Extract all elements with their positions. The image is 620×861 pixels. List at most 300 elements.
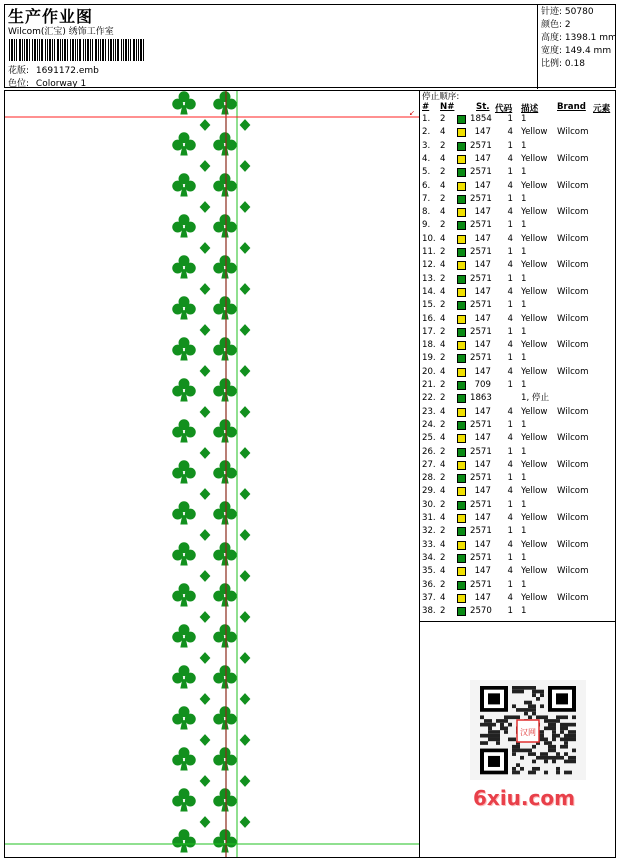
club-motif xyxy=(172,542,196,565)
club-motif xyxy=(172,91,196,114)
row-brand: Wilcom xyxy=(557,260,589,271)
barcode xyxy=(9,39,145,61)
club-motif xyxy=(213,132,237,155)
col-needle: N# xyxy=(440,102,455,112)
row-index: 11. xyxy=(422,247,436,257)
row-brand: Wilcom xyxy=(557,433,589,444)
club-motif xyxy=(172,747,196,770)
row-brand: Wilcom xyxy=(557,592,589,603)
row-index: 24. xyxy=(422,419,436,430)
row-index: 20. xyxy=(422,366,436,377)
row-needle: 4 xyxy=(440,286,446,297)
qr-panel xyxy=(420,621,616,858)
club-motif xyxy=(172,419,196,442)
row-count: 1 xyxy=(507,499,513,510)
diamond-motif xyxy=(200,652,211,664)
row-needle: 2 xyxy=(440,579,446,590)
row-index: 21. xyxy=(422,380,436,390)
design-file-value: 1691172.emb xyxy=(35,66,99,76)
row-code: 147 xyxy=(474,366,491,377)
row-needle: 4 xyxy=(440,340,446,351)
row-needle: 2 xyxy=(440,220,446,231)
row-code: 147 xyxy=(474,313,491,324)
row-code: 147 xyxy=(474,592,491,603)
stop-row xyxy=(420,219,616,232)
row-index: 19. xyxy=(422,353,436,364)
row-needle: 2 xyxy=(440,380,446,390)
row-description: 1 xyxy=(521,273,527,284)
row-needle: 4 xyxy=(440,207,446,218)
row-brand: Wilcom xyxy=(557,366,589,377)
row-count: 4 xyxy=(507,127,513,138)
stop-row xyxy=(420,485,616,498)
club-motif xyxy=(172,460,196,483)
club-motif xyxy=(213,624,237,647)
row-needle: 2 xyxy=(440,446,446,457)
row-description: 1 xyxy=(521,606,527,617)
row-code: 2571 xyxy=(470,247,492,257)
stop-row xyxy=(420,379,616,392)
row-count: 1 xyxy=(507,380,513,390)
row-index: 4. xyxy=(422,153,431,164)
thread-color-swatch xyxy=(457,235,466,244)
stop-row xyxy=(420,180,616,193)
row-description: Yellow xyxy=(521,459,548,470)
stop-row xyxy=(420,153,616,166)
row-needle: 2 xyxy=(440,247,446,257)
diamond-motif xyxy=(240,324,251,336)
row-count: 1 xyxy=(507,526,513,537)
stat-scale: 比例: 0.18 xyxy=(541,59,585,69)
diamond-motif xyxy=(200,406,211,418)
diamond-motif xyxy=(240,488,251,500)
row-index: 38. xyxy=(422,606,436,617)
diamond-motif xyxy=(240,857,251,858)
row-count: 1 xyxy=(507,273,513,284)
row-index: 3. xyxy=(422,140,431,151)
row-index: 37. xyxy=(422,592,436,603)
thread-color-swatch xyxy=(457,128,466,137)
thread-color-swatch xyxy=(457,487,466,496)
row-count: 4 xyxy=(507,340,513,351)
row-code: 147 xyxy=(474,340,491,351)
club-motif xyxy=(213,378,237,401)
club-motif xyxy=(213,337,237,360)
row-needle: 4 xyxy=(440,313,446,324)
row-count: 1 xyxy=(507,193,513,204)
row-description: Yellow xyxy=(521,153,548,164)
thread-color-swatch xyxy=(457,581,466,590)
row-brand: Wilcom xyxy=(557,459,589,470)
row-code: 147 xyxy=(474,539,491,550)
diamond-motif xyxy=(200,488,211,500)
row-code: 2571 xyxy=(470,419,492,430)
row-count: 1 xyxy=(507,353,513,364)
row-needle: 2 xyxy=(440,473,446,484)
row-code: 2571 xyxy=(470,193,492,204)
row-count: 1 xyxy=(507,220,513,231)
row-description: Yellow xyxy=(521,406,548,417)
row-needle: 4 xyxy=(440,459,446,470)
diamond-motif xyxy=(240,775,251,787)
row-count: 1 xyxy=(507,579,513,590)
row-code: 2571 xyxy=(470,526,492,537)
thread-color-swatch xyxy=(457,527,466,536)
seal-stamp xyxy=(517,720,539,742)
row-index: 35. xyxy=(422,566,436,577)
row-count: 4 xyxy=(507,260,513,271)
row-count: 4 xyxy=(507,406,513,417)
stop-row xyxy=(420,246,616,259)
thread-color-swatch xyxy=(457,288,466,297)
stat-width: 宽度: 149.4 mm xyxy=(541,46,612,56)
row-index: 13. xyxy=(422,273,436,284)
stop-row xyxy=(420,326,616,339)
row-index: 31. xyxy=(422,513,436,523)
thread-color-swatch xyxy=(457,394,466,403)
stop-row xyxy=(420,406,616,419)
row-code: 2571 xyxy=(470,273,492,284)
row-needle: 4 xyxy=(440,260,446,271)
row-code: 147 xyxy=(474,286,491,297)
row-index: 16. xyxy=(422,313,436,324)
diamond-motif xyxy=(200,201,211,213)
row-needle: 4 xyxy=(440,153,446,164)
row-index: 5. xyxy=(422,167,431,178)
row-description: 1 xyxy=(521,247,527,257)
diamond-motif xyxy=(240,447,251,459)
row-description: 1 xyxy=(521,579,527,590)
club-motif xyxy=(213,747,237,770)
club-motif xyxy=(213,542,237,565)
row-description: Yellow xyxy=(521,486,548,497)
row-brand: Wilcom xyxy=(557,406,589,417)
row-description: Yellow xyxy=(521,260,548,271)
club-motif xyxy=(213,419,237,442)
row-code: 2571 xyxy=(470,499,492,510)
club-motif xyxy=(172,501,196,524)
stop-row xyxy=(420,206,616,219)
diamond-motif xyxy=(200,283,211,295)
row-index: 1. xyxy=(422,114,431,124)
row-description: 1 xyxy=(521,419,527,430)
stop-row xyxy=(420,392,616,405)
club-motif xyxy=(213,501,237,524)
diamond-motif xyxy=(240,242,251,254)
row-brand: Wilcom xyxy=(557,513,589,523)
diamond-motif xyxy=(200,242,211,254)
row-description: Yellow xyxy=(521,566,548,577)
diamond-motif xyxy=(240,570,251,582)
thread-color-swatch xyxy=(457,341,466,350)
row-index: 30. xyxy=(422,499,436,510)
row-code: 2571 xyxy=(470,552,492,563)
row-brand: Wilcom xyxy=(557,180,589,191)
club-motif xyxy=(172,788,196,811)
row-index: 33. xyxy=(422,539,436,550)
diamond-motif xyxy=(240,816,251,828)
row-brand: Wilcom xyxy=(557,313,589,324)
diamond-motif xyxy=(200,160,211,172)
stop-row xyxy=(420,419,616,432)
stop-row xyxy=(420,140,616,153)
design-file-label: 花版: xyxy=(8,66,30,76)
club-motif xyxy=(172,829,196,852)
diamond-motif xyxy=(200,447,211,459)
row-brand: Wilcom xyxy=(557,566,589,577)
row-index: 17. xyxy=(422,326,436,337)
diamond-motif xyxy=(240,119,251,131)
stop-row xyxy=(420,113,616,126)
stop-row xyxy=(420,366,616,379)
diamond-motif xyxy=(200,775,211,787)
company-name: Wilcom(汇宝) 绣饰工作室 xyxy=(8,27,114,37)
row-description: Yellow xyxy=(521,233,548,244)
row-needle: 2 xyxy=(440,273,446,284)
thread-color-swatch xyxy=(457,554,466,563)
row-description: 1 xyxy=(521,473,527,484)
stop-row xyxy=(420,126,616,139)
thread-color-swatch xyxy=(457,221,466,230)
diamond-motif xyxy=(240,529,251,541)
row-needle: 4 xyxy=(440,180,446,191)
page-title: 生产作业图 xyxy=(8,7,94,26)
diamond-motif xyxy=(240,406,251,418)
row-index: 2. xyxy=(422,127,431,138)
diamond-motif xyxy=(200,693,211,705)
row-needle: 4 xyxy=(440,127,446,138)
row-count: 1 xyxy=(507,552,513,563)
row-count: 4 xyxy=(507,513,513,523)
stop-row xyxy=(420,193,616,206)
row-code: 147 xyxy=(474,486,491,497)
row-index: 14. xyxy=(422,286,436,297)
thread-color-swatch xyxy=(457,301,466,310)
row-code: 709 xyxy=(474,380,491,390)
row-count: 4 xyxy=(507,233,513,244)
row-description: 1 xyxy=(521,326,527,337)
row-needle: 2 xyxy=(440,300,446,311)
club-motif xyxy=(213,460,237,483)
row-count: 1 xyxy=(507,606,513,617)
stop-row xyxy=(420,299,616,312)
row-count: 4 xyxy=(507,366,513,377)
row-description: Yellow xyxy=(521,207,548,218)
row-needle: 4 xyxy=(440,592,446,603)
row-code: 1854 xyxy=(470,114,492,124)
thread-color-swatch xyxy=(457,474,466,483)
diamond-motif xyxy=(200,816,211,828)
thread-color-swatch xyxy=(457,354,466,363)
row-code: 147 xyxy=(474,127,491,138)
row-count: 1 xyxy=(507,114,513,124)
club-motif xyxy=(172,173,196,196)
row-brand: Wilcom xyxy=(557,207,589,218)
row-description: 1 xyxy=(521,114,527,124)
row-index: 18. xyxy=(422,340,436,351)
thread-color-swatch xyxy=(457,368,466,377)
stop-row xyxy=(420,472,616,485)
row-needle: 4 xyxy=(440,486,446,497)
row-count: 4 xyxy=(507,153,513,164)
thread-color-swatch xyxy=(457,315,466,324)
col-description: 描述 xyxy=(521,104,539,114)
row-code: 2570 xyxy=(470,606,492,617)
row-brand: Wilcom xyxy=(557,340,589,351)
thread-color-swatch xyxy=(457,594,466,603)
club-motif xyxy=(172,665,196,688)
row-index: 34. xyxy=(422,552,436,563)
row-code: 147 xyxy=(474,433,491,444)
club-motif xyxy=(172,706,196,729)
row-index: 26. xyxy=(422,446,436,457)
thread-color-swatch xyxy=(457,208,466,217)
row-description: Yellow xyxy=(521,180,548,191)
row-index: 15. xyxy=(422,300,436,311)
row-needle: 4 xyxy=(440,433,446,444)
row-description: 1 xyxy=(521,300,527,311)
row-needle: 2 xyxy=(440,140,446,151)
row-needle: 2 xyxy=(440,114,446,124)
row-needle: 2 xyxy=(440,499,446,510)
start-marker-arrow: ↙ xyxy=(409,109,415,117)
thread-color-swatch xyxy=(457,248,466,257)
header-panel xyxy=(4,4,616,88)
row-description: 1 xyxy=(521,499,527,510)
col-stitch: St. xyxy=(476,102,490,112)
row-count: 1 xyxy=(507,167,513,178)
stop-row xyxy=(420,459,616,472)
club-motif xyxy=(213,91,237,114)
club-diamond-pattern xyxy=(172,91,250,858)
diamond-motif xyxy=(200,365,211,377)
row-needle: 2 xyxy=(440,167,446,178)
club-motif xyxy=(213,296,237,319)
row-needle: 2 xyxy=(440,353,446,364)
row-code: 2571 xyxy=(470,579,492,590)
row-code: 2571 xyxy=(470,446,492,457)
stop-row xyxy=(420,286,616,299)
row-index: 6. xyxy=(422,180,431,191)
thread-color-swatch xyxy=(457,155,466,164)
stop-row xyxy=(420,166,616,179)
row-code: 147 xyxy=(474,153,491,164)
row-description: 1 xyxy=(521,193,527,204)
row-index: 10. xyxy=(422,233,436,244)
row-index: 23. xyxy=(422,406,436,417)
colorway-line xyxy=(8,76,86,89)
stop-row xyxy=(420,565,616,578)
row-description: Yellow xyxy=(521,592,548,603)
watermark-site: 6xiu.com xyxy=(473,786,575,810)
row-brand: Wilcom xyxy=(557,127,589,138)
row-description: Yellow xyxy=(521,127,548,138)
row-code: 2571 xyxy=(470,300,492,311)
row-count: 4 xyxy=(507,539,513,550)
thread-color-swatch xyxy=(457,461,466,470)
stop-row xyxy=(420,525,616,538)
stat-stitches: 针迹: 50780 xyxy=(541,7,594,17)
row-code: 2571 xyxy=(470,353,492,364)
thread-color-swatch xyxy=(457,408,466,417)
diamond-motif xyxy=(240,201,251,213)
row-description: Yellow xyxy=(521,539,548,550)
row-code: 2571 xyxy=(470,140,492,151)
col-brand: Brand xyxy=(557,102,586,112)
diamond-motif xyxy=(200,857,211,858)
stop-row xyxy=(420,339,616,352)
club-motif xyxy=(213,665,237,688)
row-description: 1 xyxy=(521,220,527,231)
row-count: 4 xyxy=(507,566,513,577)
thread-color-swatch xyxy=(457,501,466,510)
thread-color-swatch xyxy=(457,168,466,177)
stat-colors: 颜色: 2 xyxy=(541,20,571,30)
stop-row xyxy=(420,273,616,286)
design-preview xyxy=(4,90,420,858)
colorway-label: 色位: xyxy=(8,79,30,89)
stats-panel xyxy=(537,5,617,89)
stop-row xyxy=(420,579,616,592)
row-count: 4 xyxy=(507,592,513,603)
row-needle: 2 xyxy=(440,193,446,204)
thread-color-swatch xyxy=(457,115,466,124)
row-index: 32. xyxy=(422,526,436,537)
club-motif xyxy=(172,337,196,360)
qr-code xyxy=(470,680,586,780)
design-file-line xyxy=(8,63,99,76)
stop-row xyxy=(420,446,616,459)
row-description: 1 xyxy=(521,167,527,178)
row-description: 1 xyxy=(521,380,527,390)
design-canvas xyxy=(5,91,420,858)
row-index: 7. xyxy=(422,193,431,204)
svg-text:汉网: 汉网 xyxy=(520,728,536,737)
row-code: 147 xyxy=(474,260,491,271)
thread-color-swatch xyxy=(457,182,466,191)
diamond-motif xyxy=(240,283,251,295)
row-code: 2571 xyxy=(470,220,492,231)
row-needle: 4 xyxy=(440,366,446,377)
row-needle: 4 xyxy=(440,513,446,523)
diamond-motif xyxy=(240,693,251,705)
row-description: 1 xyxy=(521,552,527,563)
row-description: 1 xyxy=(521,446,527,457)
row-index: 8. xyxy=(422,207,431,218)
diamond-motif xyxy=(240,652,251,664)
club-motif xyxy=(213,788,237,811)
stop-row xyxy=(420,605,616,618)
thread-color-swatch xyxy=(457,381,466,390)
row-description: 1 xyxy=(521,353,527,364)
stat-height: 高度: 1398.1 mm xyxy=(541,33,617,43)
row-code: 147 xyxy=(474,233,491,244)
stop-row xyxy=(420,592,616,605)
row-count: 1 xyxy=(507,140,513,151)
row-needle: 4 xyxy=(440,406,446,417)
row-needle: 2 xyxy=(440,606,446,617)
row-description: Yellow xyxy=(521,366,548,377)
row-count: 1 xyxy=(507,247,513,257)
row-count: 4 xyxy=(507,286,513,297)
col-code: 代码 xyxy=(495,104,513,114)
row-count: 1 xyxy=(507,326,513,337)
row-needle: 2 xyxy=(440,526,446,537)
thread-color-swatch xyxy=(457,567,466,576)
row-needle: 2 xyxy=(440,552,446,563)
stop-row xyxy=(420,539,616,552)
row-index: 25. xyxy=(422,433,436,444)
